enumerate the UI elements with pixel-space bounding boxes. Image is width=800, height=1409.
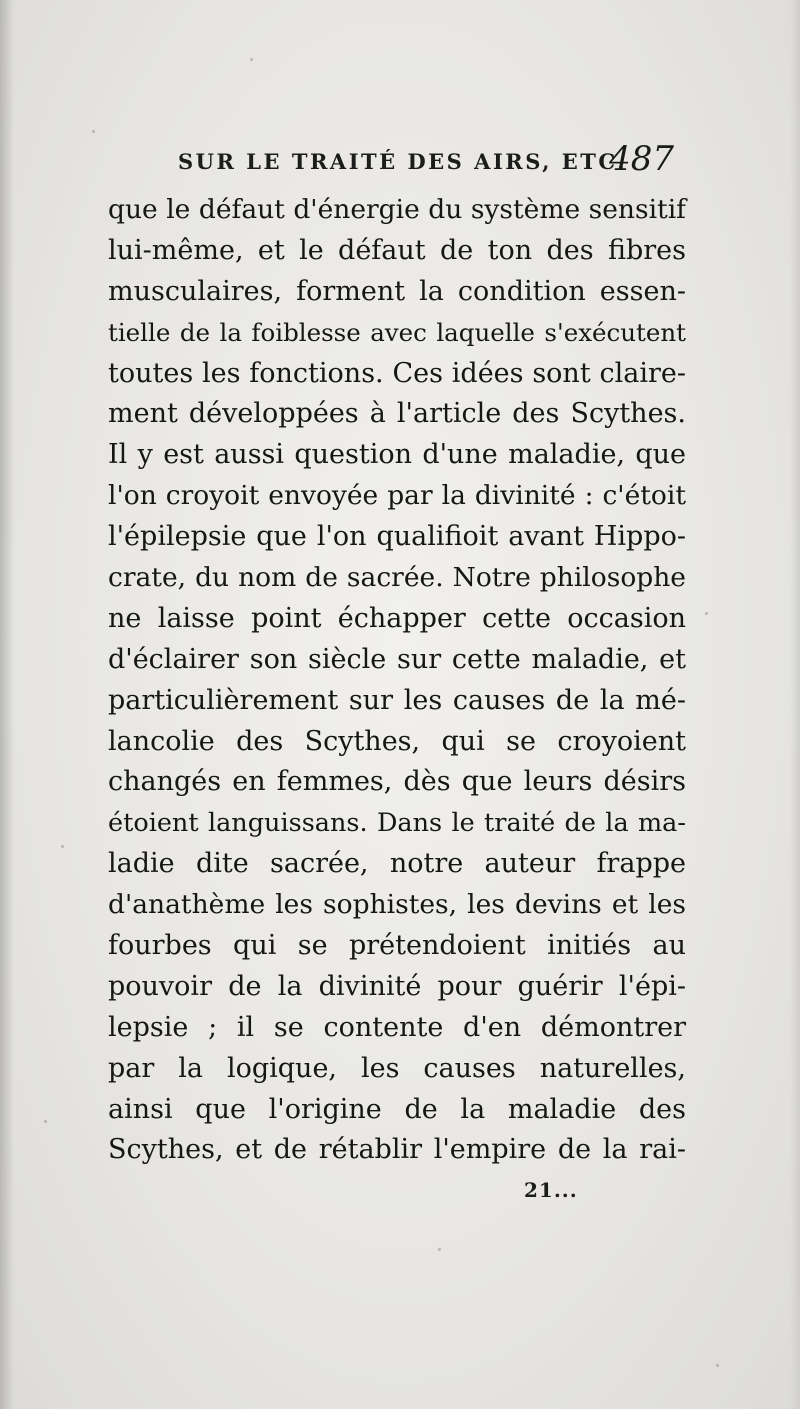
text-line: l'épilepsie que l'on qualifioit avant Hippo- xyxy=(108,521,686,553)
text-line: l'on croyoit envoyée par la divinité : c'étoit xyxy=(108,480,686,512)
text-line: toutes les fonctions. Ces idées sont claire- xyxy=(108,357,686,389)
catchword: 21... xyxy=(524,1178,578,1202)
text-line: ment développées à l'article des Scythes. xyxy=(108,398,686,430)
paper-speck xyxy=(250,58,253,61)
text-line: lancolie des Scythes, qui se croyoient xyxy=(108,725,686,757)
text-line: Il y est aussi question d'une maladie, que xyxy=(108,439,686,471)
text-line: d'anathème les sophistes, les devins et les xyxy=(108,889,686,921)
text-line: ne laisse point échapper cette occasion xyxy=(108,602,686,634)
text-line: par la logique, les causes naturelles, xyxy=(108,1052,686,1084)
text-line: lepsie ; il se contente d'en démontrer xyxy=(108,1011,686,1043)
text-line: changés en femmes, dès que leurs désirs xyxy=(108,766,686,798)
paper-speck xyxy=(92,130,95,133)
paper-speck xyxy=(716,1364,719,1367)
page-number: 487 xyxy=(609,139,674,179)
text-line: lui-même, et le défaut de ton des fibres xyxy=(108,234,686,266)
paper-speck xyxy=(61,845,64,848)
running-head-title: SUR LE TRAITÉ DES AIRS, ETC. xyxy=(178,149,628,174)
running-head xyxy=(178,139,688,183)
text-line: fourbes qui se prétendoient initiés au xyxy=(108,930,686,962)
paper-speck xyxy=(705,612,708,615)
text-line: que le défaut d'énergie du système sensitif xyxy=(108,194,686,225)
text-line: musculaires, forment la condition essen- xyxy=(108,275,686,307)
text-line: d'éclairer son siècle sur cette maladie, et xyxy=(108,643,686,675)
text-line: crate, du nom de sacrée. Notre philosophe xyxy=(108,562,686,594)
text-line: étoient languissans. Dans le traité de la ma- xyxy=(108,808,686,839)
text-line: ainsi que l'origine de la maladie des xyxy=(108,1093,686,1125)
body-text xyxy=(108,190,686,1171)
text-line: particulièrement sur les causes de la mé- xyxy=(108,684,686,716)
text-line: tielle de la foiblesse avec laquelle s'exécutent xyxy=(108,317,686,347)
paper-speck xyxy=(44,1120,47,1123)
text-line: pouvoir de la divinité pour guérir l'épi- xyxy=(108,970,686,1002)
text-line: Scythes, et de rétablir l'empire de la rai- xyxy=(108,1134,686,1166)
paper-speck xyxy=(438,1248,441,1251)
text-line: ladie dite sacrée, notre auteur frappe xyxy=(108,848,686,880)
